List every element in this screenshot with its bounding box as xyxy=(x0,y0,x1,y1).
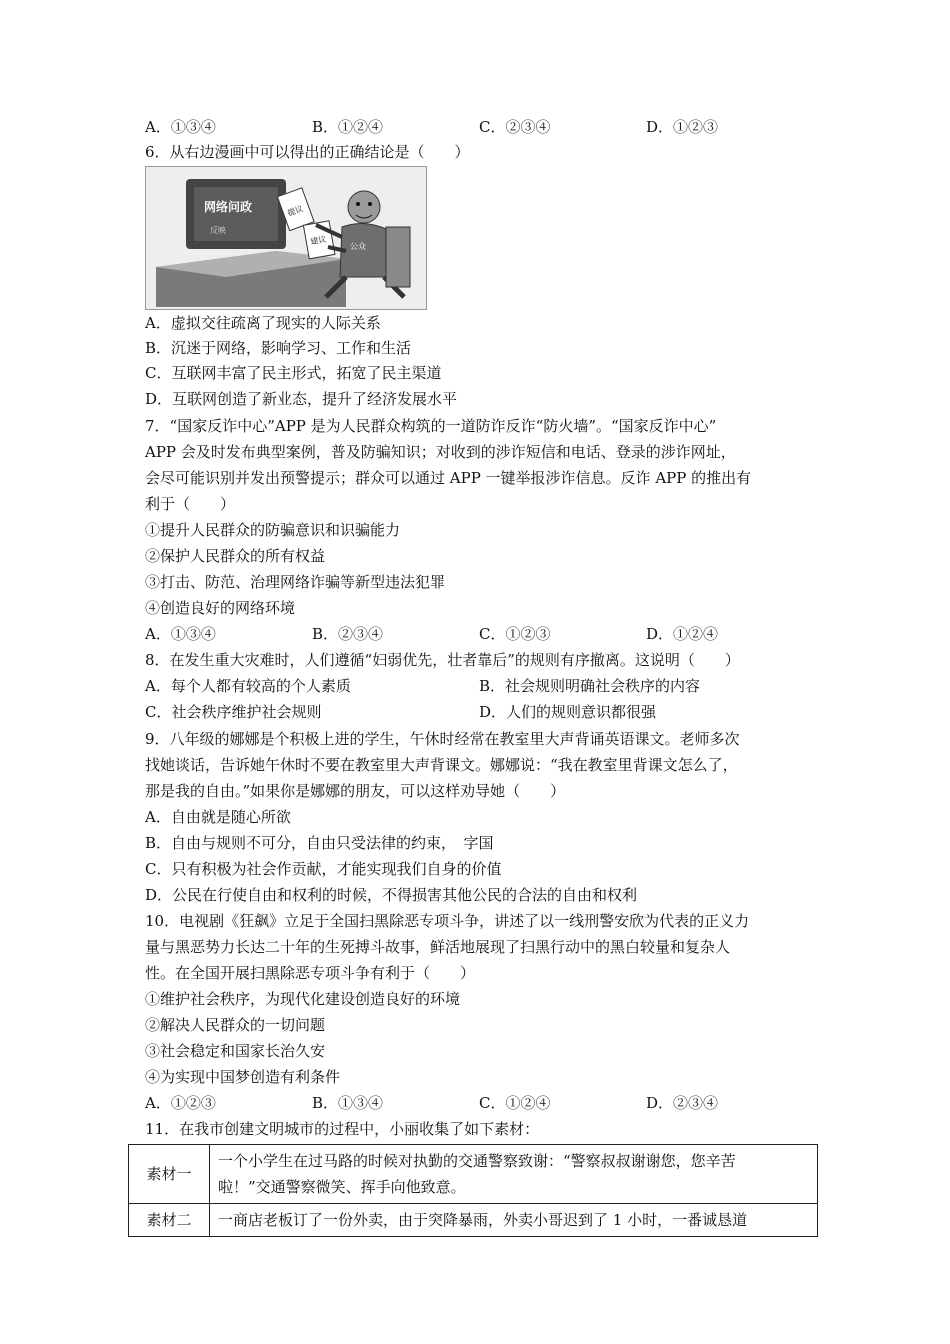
q7-item-2: ②保护人民群众的所有权益 xyxy=(145,547,326,565)
q10-item-4: ④为实现中国梦创造有利条件 xyxy=(145,1068,341,1086)
q9-option-a[interactable]: A．自由就是随心所欲 xyxy=(145,808,291,826)
q6-option-d[interactable]: D．互联网创造了新业态，提升了经济发展水平 xyxy=(145,390,458,408)
q7-option-d[interactable]: D．①②④ xyxy=(646,625,719,643)
q10-option-a[interactable]: A．①②③ xyxy=(145,1094,216,1112)
q7-stem-line-3: 会尽可能识别并发出预警提示；群众可以通过 APP 一键举报涉诈信息。反诈 APP 的推出有 xyxy=(145,469,752,487)
q9-option-b[interactable]: B．自由与规则不可分，自由只受法律的约束， 字国 xyxy=(145,834,494,852)
material-1-line-1: 一个小学生在过马路的时候对执勤的交通警察致谢：“警察叔叔谢谢您，您辛苦 xyxy=(218,1152,736,1170)
material-1-key: 素材一 xyxy=(129,1145,210,1204)
q7-option-c[interactable]: C．①②③ xyxy=(479,625,551,643)
q10-option-c[interactable]: C．①②④ xyxy=(479,1094,551,1112)
monitor-tag: 反映 xyxy=(210,226,226,235)
q5-option-d[interactable]: D．①②③ xyxy=(646,118,719,136)
q9-stem-line-3: 那是我的自由。”如果你是娜娜的朋友，可以这样劝导她（ ） xyxy=(145,782,566,800)
q6-stem: 6．从右边漫画中可以得出的正确结论是（ ） xyxy=(145,143,470,161)
cartoon-illustration xyxy=(146,167,426,309)
q11-stem: 11．在我市创建文明城市的过程中，小丽收集了如下素材： xyxy=(145,1120,540,1138)
q10-stem-line-2: 量与黑恶势力长达二十年的生死搏斗故事，鲜活地展现了扫黑行动中的黑白较量和复杂人 xyxy=(145,938,731,956)
q6-option-c[interactable]: C．互联网丰富了民主形式，拓宽了民主渠道 xyxy=(145,364,442,382)
q8-option-d[interactable]: D．人们的规则意识都很强 xyxy=(479,703,657,721)
q5-option-a[interactable]: A．①③④ xyxy=(145,118,216,136)
q6-cartoon-image xyxy=(145,166,427,310)
q10-item-1: ①维护社会秩序，为现代化建设创造良好的环境 xyxy=(145,990,461,1008)
paper-1-label: 提议 xyxy=(286,204,305,218)
q7-item-4: ④创造良好的网络环境 xyxy=(145,599,296,617)
person-badge: 公众 xyxy=(350,242,366,251)
q7-item-1: ①提升人民群众的防骗意识和识骗能力 xyxy=(145,521,401,539)
material-2-line-1: 一商店老板订了一份外卖，由于突降暴雨，外卖小哥迟到了 1 小时，一番诚恳道 xyxy=(218,1211,748,1229)
q5-option-b[interactable]: B．①②④ xyxy=(312,118,384,136)
q7-stem-line-2: APP 会及时发布典型案例，普及防骗知识；对收到的涉诈短信和电话、登录的涉诈网址， xyxy=(145,443,736,461)
material-2-text xyxy=(210,1204,818,1237)
q11-material-table xyxy=(128,1144,818,1237)
q8-stem: 8．在发生重大灾难时，人们遵循“妇弱优先，壮者靠后”的规则有序撤离。这说明（ ） xyxy=(145,651,740,669)
q7-stem-line-4: 利于（ ） xyxy=(145,495,236,513)
person-body xyxy=(340,223,392,277)
q7-stem-line-1: 7．“国家反诈中心”APP 是为人民群众构筑的一道防诈反诈“防火墙”。“国家反诈中心” xyxy=(145,417,717,435)
q9-stem-line-2: 找她谈话，告诉她午休时不要在教室里大声背课文。娜娜说：“我在教室里背课文怎么了， xyxy=(145,756,738,774)
q6-option-a[interactable]: A．虚拟交往疏离了现实的人际关系 xyxy=(145,314,381,332)
paper-2-label: 建议 xyxy=(309,234,327,247)
q8-option-b[interactable]: B．社会规则明确社会秩序的内容 xyxy=(479,677,701,695)
material-2-key: 素材二 xyxy=(129,1204,210,1237)
q7-option-b[interactable]: B．②③④ xyxy=(312,625,384,643)
q10-item-3: ③社会稳定和国家长治久安 xyxy=(145,1042,326,1060)
q8-option-a[interactable]: A．每个人都有较高的个人素质 xyxy=(145,677,351,695)
table-row xyxy=(129,1204,818,1237)
table-row xyxy=(129,1145,818,1204)
q7-option-a[interactable]: A．①③④ xyxy=(145,625,216,643)
q9-option-d[interactable]: D．公民在行使自由和权利的时候，不得损害其他公民的合法的自由和权利 xyxy=(145,886,638,904)
q10-stem-line-3: 性。在全国开展扫黑除恶专项斗争有利于（ ） xyxy=(145,964,476,982)
material-1-line-2: 啦！”交通警察微笑、挥手向他致意。 xyxy=(218,1178,466,1196)
q9-stem-line-1: 9．八年级的娜娜是个积极上进的学生，午休时经常在教室里大声背诵英语课文。老师多次 xyxy=(145,730,740,748)
monitor-label: 网络问政 xyxy=(204,200,253,214)
q10-item-2: ②解决人民群众的一切问题 xyxy=(145,1016,326,1034)
q10-option-d[interactable]: D．②③④ xyxy=(646,1094,719,1112)
material-1-text xyxy=(210,1145,818,1204)
q10-stem-line-1: 10．电视剧《狂飙》立足于全国扫黑除恶专项斗争，讲述了以一线刑警安欣为代表的正义力 xyxy=(145,912,750,930)
q10-option-b[interactable]: B．①③④ xyxy=(312,1094,384,1112)
q5-option-c[interactable]: C．②③④ xyxy=(479,118,551,136)
q8-option-c[interactable]: C．社会秩序维护社会规则 xyxy=(145,703,322,721)
q7-item-3: ③打击、防范、治理网络诈骗等新型违法犯罪 xyxy=(145,573,446,591)
q9-option-c[interactable]: C．只有积极为社会作贡献，才能实现我们自身的价值 xyxy=(145,860,502,878)
q6-option-b[interactable]: B．沉迷于网络，影响学习、工作和生活 xyxy=(145,339,412,357)
